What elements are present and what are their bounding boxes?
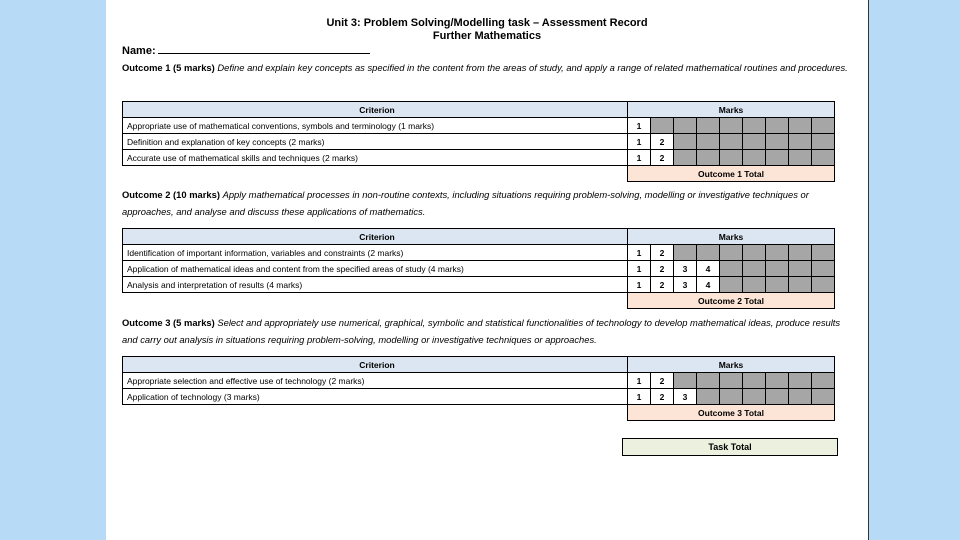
mark-cell[interactable]: 3 <box>674 261 697 277</box>
mark-cell[interactable]: 1 <box>628 261 651 277</box>
mark-cell-disabled <box>674 245 697 261</box>
mark-cell-disabled <box>789 118 812 134</box>
mark-cell[interactable]: 1 <box>628 118 651 134</box>
header-row <box>123 102 835 118</box>
mark-cell-disabled <box>743 118 766 134</box>
mark-cell[interactable]: 1 <box>628 150 651 166</box>
mark-cell-disabled <box>812 261 835 277</box>
criterion-header: Criterion <box>123 229 628 245</box>
mark-cell-disabled <box>789 134 812 150</box>
mark-cell-disabled <box>720 245 743 261</box>
name-line[interactable] <box>158 43 370 54</box>
mark-cell-disabled <box>789 277 812 293</box>
mark-cell-disabled <box>812 118 835 134</box>
mark-cell-disabled <box>812 389 835 405</box>
mark-cell-disabled <box>789 245 812 261</box>
mark-cell-disabled <box>720 389 743 405</box>
document-subtitle: Further Mathematics <box>432 30 542 42</box>
task-total: Task Total <box>622 438 838 456</box>
document-page <box>106 0 869 540</box>
mark-cell-disabled <box>743 389 766 405</box>
criterion-header: Criterion <box>123 102 628 118</box>
criterion-row <box>123 118 835 134</box>
mark-cell-disabled <box>743 150 766 166</box>
mark-cell-disabled <box>720 277 743 293</box>
mark-cell-disabled <box>720 134 743 150</box>
mark-cell-disabled <box>743 277 766 293</box>
mark-cell[interactable]: 2 <box>651 134 674 150</box>
document-title: Unit 3: Problem Solving/Modelling task – Assessment Record <box>326 17 648 29</box>
mark-cell-disabled <box>720 373 743 389</box>
mark-cell-disabled <box>766 118 789 134</box>
mark-cell-disabled <box>812 150 835 166</box>
mark-cell-disabled <box>766 277 789 293</box>
criterion-text: Application of technology (3 marks) <box>123 389 628 405</box>
criterion-row <box>123 389 835 405</box>
mark-cell-disabled <box>674 118 697 134</box>
criterion-row <box>123 134 835 150</box>
criterion-text: Accurate use of mathematical skills and techniques (2 marks) <box>123 150 628 166</box>
outcome-2-table <box>122 228 835 309</box>
criterion-row <box>123 373 835 389</box>
mark-cell-disabled <box>789 261 812 277</box>
mark-cell-disabled <box>651 118 674 134</box>
spacer <box>123 405 628 421</box>
mark-cell-disabled <box>697 150 720 166</box>
mark-cell-disabled <box>766 245 789 261</box>
outcome-total: Outcome 3 Total <box>628 405 835 421</box>
outcome-3-text: Select and appropriately use numerical, graphical, symbolic and statistical functionalities of technology to develop mathematical ideas, produce results and carry out analysis in situations requiring problem-solving, modelling or investigative techniques or approaches. <box>122 317 841 345</box>
mark-cell[interactable]: 2 <box>651 261 674 277</box>
criterion-row <box>123 277 835 293</box>
mark-cell-disabled <box>697 389 720 405</box>
total-row <box>123 405 835 421</box>
outcome-1-text: Define and explain key concepts as specified in the content from the areas of study, and apply a range of related mathematical routines and procedures. <box>217 62 848 73</box>
mark-cell-disabled <box>697 245 720 261</box>
spacer <box>123 166 628 182</box>
criterion-row <box>123 261 835 277</box>
marks-header: Marks <box>628 102 835 118</box>
mark-cell[interactable]: 1 <box>628 373 651 389</box>
name-label: Name: <box>122 45 156 57</box>
outcome-1-heading: Outcome 1 (5 marks) <box>122 62 215 73</box>
mark-cell-disabled <box>674 134 697 150</box>
criterion-text: Appropriate use of mathematical conventions, symbols and terminology (1 marks) <box>123 118 628 134</box>
mark-cell[interactable]: 2 <box>651 150 674 166</box>
mark-cell[interactable]: 1 <box>628 134 651 150</box>
mark-cell-disabled <box>789 389 812 405</box>
mark-cell-disabled <box>697 134 720 150</box>
total-row <box>123 166 835 182</box>
outcome-total: Outcome 2 Total <box>628 293 835 309</box>
mark-cell[interactable]: 4 <box>697 261 720 277</box>
total-row <box>123 293 835 309</box>
outcome-3-heading: Outcome 3 (5 marks) <box>122 317 215 328</box>
mark-cell[interactable]: 3 <box>674 277 697 293</box>
criterion-row <box>123 150 835 166</box>
marks-header: Marks <box>628 357 835 373</box>
mark-cell[interactable]: 1 <box>628 277 651 293</box>
mark-cell-disabled <box>697 118 720 134</box>
mark-cell[interactable]: 2 <box>651 245 674 261</box>
outcome-total: Outcome 1 Total <box>628 166 835 182</box>
mark-cell-disabled <box>674 373 697 389</box>
mark-cell-disabled <box>766 150 789 166</box>
mark-cell-disabled <box>743 245 766 261</box>
outcome-3-description <box>122 314 852 348</box>
criterion-text: Definition and explanation of key concepts (2 marks) <box>123 134 628 150</box>
mark-cell[interactable]: 2 <box>651 373 674 389</box>
marks-header: Marks <box>628 229 835 245</box>
mark-cell[interactable]: 2 <box>651 277 674 293</box>
mark-cell[interactable]: 3 <box>674 389 697 405</box>
mark-cell-disabled <box>720 261 743 277</box>
mark-cell-disabled <box>812 134 835 150</box>
mark-cell[interactable]: 1 <box>628 389 651 405</box>
header-row <box>123 229 835 245</box>
mark-cell-disabled <box>789 150 812 166</box>
criterion-text: Identification of important information, variables and constraints (2 marks) <box>123 245 628 261</box>
outcome-2-heading: Outcome 2 (10 marks) <box>122 189 220 200</box>
mark-cell-disabled <box>766 389 789 405</box>
mark-cell-disabled <box>743 373 766 389</box>
mark-cell-disabled <box>743 134 766 150</box>
mark-cell-disabled <box>812 277 835 293</box>
spacer <box>123 293 628 309</box>
criterion-row <box>123 245 835 261</box>
mark-cell-disabled <box>766 134 789 150</box>
name-field[interactable] <box>122 43 370 57</box>
outcome-3-table <box>122 356 835 421</box>
mark-cell-disabled <box>674 150 697 166</box>
mark-cell-disabled <box>743 261 766 277</box>
mark-cell-disabled <box>766 373 789 389</box>
criterion-text: Analysis and interpretation of results (4 marks) <box>123 277 628 293</box>
mark-cell-disabled <box>766 261 789 277</box>
mark-cell-disabled <box>789 373 812 389</box>
mark-cell-disabled <box>697 373 720 389</box>
criterion-header: Criterion <box>123 357 628 373</box>
header-row <box>123 357 835 373</box>
criterion-text: Appropriate selection and effective use of technology (2 marks) <box>123 373 628 389</box>
outcome-2-text: Apply mathematical processes in non-routine contexts, including situations requiring problem-solving, modelling or investigative techniques or approaches, and analyse and discuss these applications of mathematics. <box>122 189 809 217</box>
outcome-1-description <box>122 59 852 76</box>
mark-cell-disabled <box>812 373 835 389</box>
mark-cell-disabled <box>720 150 743 166</box>
outcome-2-description <box>122 186 852 220</box>
mark-cell-disabled <box>720 118 743 134</box>
mark-cell[interactable]: 2 <box>651 389 674 405</box>
mark-cell[interactable]: 1 <box>628 245 651 261</box>
outcome-1-table <box>122 101 835 182</box>
mark-cell[interactable]: 4 <box>697 277 720 293</box>
mark-cell-disabled <box>812 245 835 261</box>
criterion-text: Application of mathematical ideas and content from the specified areas of study (4 marks) <box>123 261 628 277</box>
